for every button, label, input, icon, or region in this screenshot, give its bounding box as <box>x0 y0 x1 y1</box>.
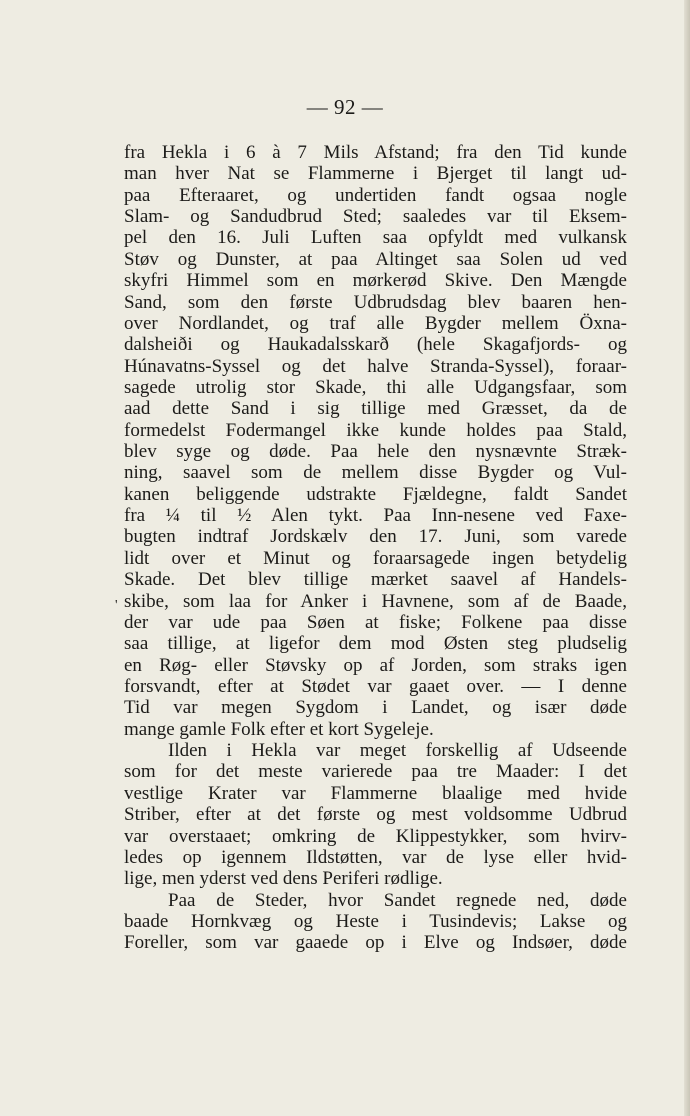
page-number: — 92 — <box>306 95 384 119</box>
text-line: pel den 16. Juli Luften saa opfyldt med vulkansk <box>124 227 627 249</box>
text-line: var overstaaet; omkring de Klippestykker, som hvirv- <box>124 825 627 847</box>
text-line: blev syge og døde. Paa hele den nysnævnte Stræk- <box>124 441 627 463</box>
text-line: Ilden i Hekla var meget forskellig af Udseende <box>168 740 627 762</box>
text-line: Tid var megen Sygdom i Landet, og især døde <box>124 697 627 719</box>
page-edge-shadow <box>684 0 690 1116</box>
text-line: man hver Nat se Flammerne i Bjerget til langt ud- <box>124 163 627 185</box>
stray-ink-mark: ' <box>115 598 118 613</box>
text-line: saa tillige, at ligefor dem mod Østen steg pludselig <box>124 633 627 655</box>
text-line: Paa de Steder, hvor Sandet regnede ned, døde <box>168 889 627 911</box>
paragraph-2 <box>124 740 627 890</box>
text-line: bugten indtraf Jordskælv den 17. Juni, som varede <box>124 526 627 548</box>
text-line: Striber, efter at det første og mest voldsomme Udbrud <box>124 804 627 826</box>
paragraph-1 <box>124 142 627 740</box>
text-line: sagede utrolig stor Skade, thi alle Udgangsfaar, som <box>124 376 627 398</box>
text-line: fra Hekla i 6 à 7 Mils Afstand; fra den Tid kunde <box>124 142 627 163</box>
text-line: Foreller, som var gaaede op i Elve og Indsøer, døde <box>124 932 627 954</box>
text-line: som for det meste varierede paa tre Maader: I det <box>124 761 627 783</box>
text-line: kanen beliggende udstrakte Fjældegne, faldt Sandet <box>124 483 627 505</box>
text-line: Húnavatns-Syssel og det halve Stranda-Syssel), foraar- <box>124 355 627 377</box>
body-text <box>124 142 627 954</box>
text-line: paa Efteraaret, og undertiden fandt ogsaa nogle <box>124 184 627 206</box>
text-line: lidt over et Minut og foraarsagede ingen betydelig <box>124 547 627 569</box>
text-line: en Røg- eller Støvsky op af Jorden, som straks igen <box>124 654 627 676</box>
text-line: Skade. Det blev tillige mærket saavel af Handels- <box>124 569 627 591</box>
text-line: skyfri Himmel som en mørkerød Skive. Den Mængde <box>124 270 627 292</box>
text-line: skibe, som laa for Anker i Havnene, som af de Baade, <box>124 590 627 612</box>
text-line: baade Hornkvæg og Heste i Tusindevis; Lakse og <box>124 910 627 932</box>
text-line: dalsheiði og Haukadalsskarð (hele Skagafjords- og <box>124 334 627 356</box>
text-line: ledes op igennem Ildstøtten, var de lyse eller hvid- <box>124 846 627 868</box>
text-line: Støv og Dunster, at paa Altinget saa Solen ud ved <box>124 248 627 270</box>
text-line: formedelst Fodermangel ikke kunde holdes paa Stald, <box>124 419 627 441</box>
text-line: mange gamle Folk efter et kort Sygeleje. <box>124 718 434 740</box>
text-line: forsvandt, efter at Stødet var gaaet over. — I denne <box>124 675 627 697</box>
text-line: Sand, som den første Udbrudsdag blev baaren hen- <box>124 291 627 313</box>
text-line: ning, saavel som de mellem disse Bygder og Vul- <box>124 462 627 484</box>
text-line: fra ¼ til ½ Alen tykt. Paa Inn-nesene ved Faxe- <box>124 505 627 527</box>
text-line: aad dette Sand i sig tillige med Græsset, da de <box>124 398 627 420</box>
text-line: vestlige Krater var Flammerne blaalige med hvide <box>124 782 627 804</box>
paragraph-3 <box>124 890 627 954</box>
text-line: lige, men yderst ved dens Periferi rødlige. <box>124 868 443 890</box>
text-line: over Nordlandet, og traf alle Bygder mellem Öxna- <box>124 312 627 334</box>
text-line: Slam- og Sandudbrud Sted; saaledes var til Eksem- <box>124 206 627 228</box>
text-line: der var ude paa Søen at fiske; Folkene paa disse <box>124 611 627 633</box>
